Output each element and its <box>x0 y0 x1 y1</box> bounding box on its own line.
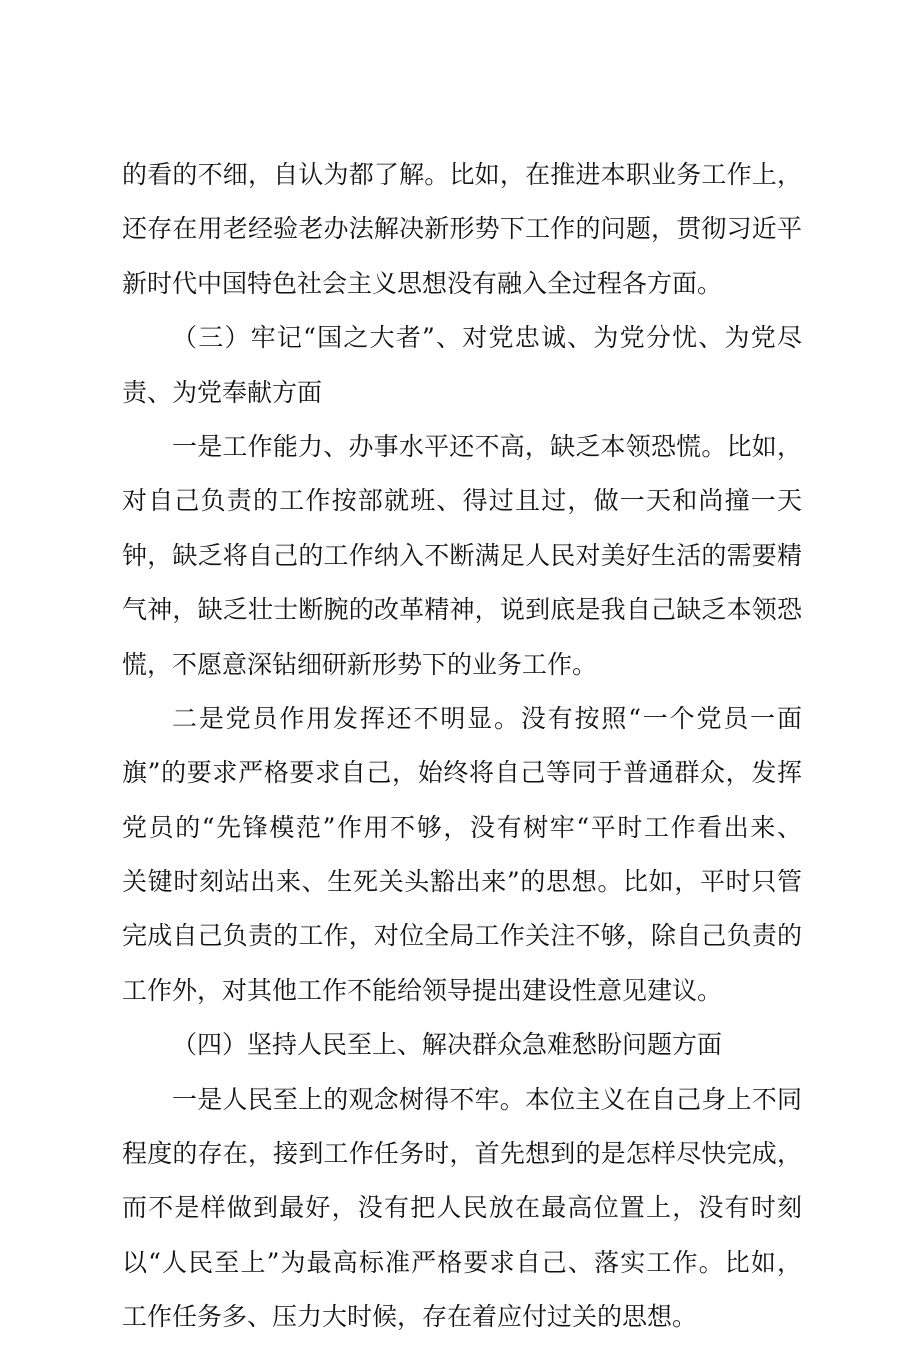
text-line: 程度的存在，接到工作任务时，首先想到的是怎样尽快完成， <box>122 1139 802 1169</box>
text-line: 慌，不愿意深钻细研新形势下的业务工作。 <box>122 649 598 679</box>
text-line: （三）牢记“国之大者”、对党忠诚、为党分忧、为党尽 <box>172 323 802 353</box>
text-line: 气神，缺乏壮士断腕的改革精神，说到底是我自己缺乏本领恐 <box>122 595 802 625</box>
text-line: 一是人民至上的观念树得不牢。本位主义在自己身上不同 <box>172 1084 802 1114</box>
text-line: 还存在用老经验老办法解决新形势下工作的问题，贯彻习近平 <box>122 214 802 244</box>
text-line: 一是工作能力、办事水平还不高，缺乏本领恐慌。比如， <box>172 431 802 461</box>
text-line: 旗”的要求严格要求自己，始终将自己等同于普通群众，发挥 <box>122 758 802 788</box>
text-line: 责、为党奉献方面 <box>122 377 323 407</box>
text-line: （四）坚持人民至上、解决群众急难愁盼问题方面 <box>172 1030 723 1060</box>
text-line: 工作任务多、压力大时候，存在着应付过关的思想。 <box>122 1302 698 1332</box>
text-line: 关键时刻站出来、生死关头豁出来”的思想。比如，平时只管 <box>122 867 802 897</box>
text-line: 完成自己负责的工作，对位全局工作关注不够，除自己负责的 <box>122 921 802 951</box>
document-body <box>122 148 802 1345</box>
text-line: 工作外，对其他工作不能给领导提出建设性意见建议。 <box>122 975 723 1005</box>
text-line: 党员的“先锋模范”作用不够，没有树牢“平时工作看出来、 <box>122 812 802 842</box>
text-line: 的看的不细，自认为都了解。比如，在推进本职业务工作上， <box>122 160 802 189</box>
text-line: 新时代中国特色社会主义思想没有融入全过程各方面。 <box>122 268 723 298</box>
text-line: 二是党员作用发挥还不明显。没有按照“一个党员一面 <box>172 703 802 733</box>
text-line: 钟，缺乏将自己的工作纳入不断满足人民对美好生活的需要精 <box>122 540 802 570</box>
text-line: 而不是样做到最好，没有把人民放在最高位置上，没有时刻 <box>122 1193 802 1223</box>
text-line: 以“人民至上”为最高标准严格要求自己、落实工作。比如， <box>122 1247 802 1277</box>
text-line: 对自己负责的工作按部就班、得过且过，做一天和尚撞一天 <box>122 486 802 516</box>
